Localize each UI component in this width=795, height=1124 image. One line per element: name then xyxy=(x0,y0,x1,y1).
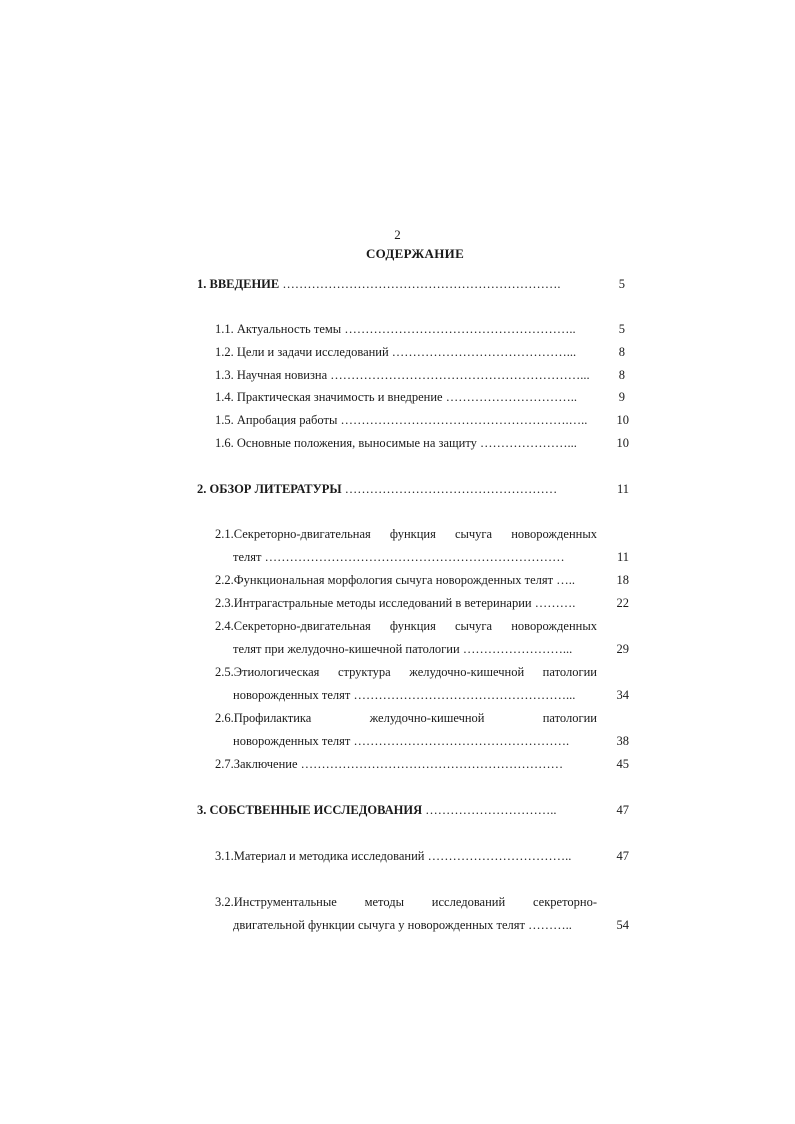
toc-entry-1-5[interactable]: 1.5. Апробация работы ……………………………………………….….. xyxy=(215,413,588,427)
toc-page-number: 47 xyxy=(616,803,629,817)
toc-word: структура xyxy=(337,665,391,679)
toc-title: СОДЕРЖАНИЕ xyxy=(365,246,465,261)
toc-section-2-label: 2. ОБЗОР ЛИТЕРАТУРЫ xyxy=(197,482,342,496)
toc-entry-2-3[interactable]: 2.3.Интрагастральные методы исследований в ветеринарии ………. xyxy=(215,596,576,610)
toc-entry-2-5[interactable] xyxy=(215,664,597,680)
toc-page-number: 5 xyxy=(618,277,625,291)
toc-word: 3.2.Инструментальные xyxy=(215,895,337,909)
toc-page-number: 8 xyxy=(618,368,625,382)
toc-page-number: 11 xyxy=(616,482,629,496)
toc-page-number: 45 xyxy=(616,757,629,771)
toc-section-1-label: 1. ВВЕДЕНИЕ xyxy=(197,277,280,291)
toc-word: желудочно-кишечной xyxy=(409,665,525,679)
toc-leader-dots: ………………………….. xyxy=(425,803,557,817)
toc-page-number: 10 xyxy=(616,413,629,427)
toc-word: функция xyxy=(389,527,436,541)
page-number: 2 xyxy=(394,227,401,242)
toc-section-3[interactable] xyxy=(197,802,557,818)
toc-entry-2-1[interactable] xyxy=(215,526,597,542)
toc-entry-2-2[interactable]: 2.2.Функциональная морфология сычуга новорожденных телят ….. xyxy=(215,573,575,587)
toc-entry-2-7[interactable]: 2.7.Заключение ……………………………………………………… xyxy=(215,757,564,771)
toc-section-3-label: 3. СОБСТВЕННЫЕ ИССЛЕДОВАНИЯ xyxy=(197,803,423,817)
toc-entry-1-2[interactable]: 1.2. Цели и задачи исследований ……………………………………... xyxy=(215,345,577,359)
toc-leader-dots: …………………………………………… xyxy=(344,482,558,496)
toc-word: 2.1.Секреторно-двигательная xyxy=(215,527,371,541)
toc-page-number: 34 xyxy=(616,688,629,702)
toc-page-number: 18 xyxy=(616,573,629,587)
toc-entry-2-1-continuation[interactable]: телят ……………………………………………………………… xyxy=(233,550,565,564)
toc-entry-3-2-continuation[interactable]: двигательной функции сычуга у новорожденных телят ……….. xyxy=(233,918,572,932)
toc-word: 2.4.Секреторно-двигательная xyxy=(215,619,371,633)
toc-entry-2-4[interactable] xyxy=(215,618,597,634)
toc-section-2[interactable] xyxy=(197,481,557,497)
toc-entry-1-1[interactable]: 1.1. Актуальность темы ……………………………………………….. xyxy=(215,322,576,336)
toc-page-number: 47 xyxy=(616,849,629,863)
toc-word: патологии xyxy=(542,665,597,679)
toc-leader-dots: …………………………………………………………. xyxy=(282,277,561,291)
toc-page-number: 29 xyxy=(616,642,629,656)
toc-entry-1-4[interactable]: 1.4. Практическая значимость и внедрение ………………………….. xyxy=(215,390,577,404)
toc-page-number: 11 xyxy=(616,550,629,564)
toc-word: 2.6.Профилактика xyxy=(215,711,312,725)
toc-word: патологии xyxy=(542,711,597,725)
toc-page-number: 8 xyxy=(618,345,625,359)
toc-word: новорожденных xyxy=(511,619,597,633)
toc-page-number: 10 xyxy=(616,436,629,450)
toc-word: исследований xyxy=(431,895,506,909)
toc-word: сычуга xyxy=(454,527,493,541)
toc-word: желудочно-кишечной xyxy=(369,711,485,725)
toc-entry-1-3[interactable]: 1.3. Научная новизна ……………………………………………………... xyxy=(215,368,590,382)
toc-word: секреторно- xyxy=(532,895,597,909)
toc-word: новорожденных xyxy=(511,527,597,541)
toc-page-number: 5 xyxy=(618,322,625,336)
toc-word: 2.5.Этиологическая xyxy=(215,665,320,679)
toc-page-number: 54 xyxy=(616,918,629,932)
toc-entry-2-5-continuation[interactable]: новорожденных телят ……………………………………………... xyxy=(233,688,576,702)
toc-section-1[interactable] xyxy=(197,276,560,292)
toc-entry-1-6[interactable]: 1.6. Основные положения, выносимые на защиту …………………... xyxy=(215,436,577,450)
toc-entry-3-2[interactable] xyxy=(215,894,597,910)
toc-page-number: 22 xyxy=(616,596,629,610)
toc-entry-2-6-continuation[interactable]: новорожденных телят ……………………………………………. xyxy=(233,734,570,748)
toc-page-number: 38 xyxy=(616,734,629,748)
toc-word: методы xyxy=(364,895,404,909)
toc-page-number: 9 xyxy=(618,390,625,404)
toc-word: функция xyxy=(389,619,436,633)
toc-entry-3-1[interactable]: 3.1.Материал и методика исследований …………………………….. xyxy=(215,849,572,863)
toc-entry-2-4-continuation[interactable]: телят при желудочно-кишечной патологии ……………………... xyxy=(233,642,573,656)
toc-word: сычуга xyxy=(454,619,493,633)
toc-entry-2-6[interactable] xyxy=(215,710,597,726)
